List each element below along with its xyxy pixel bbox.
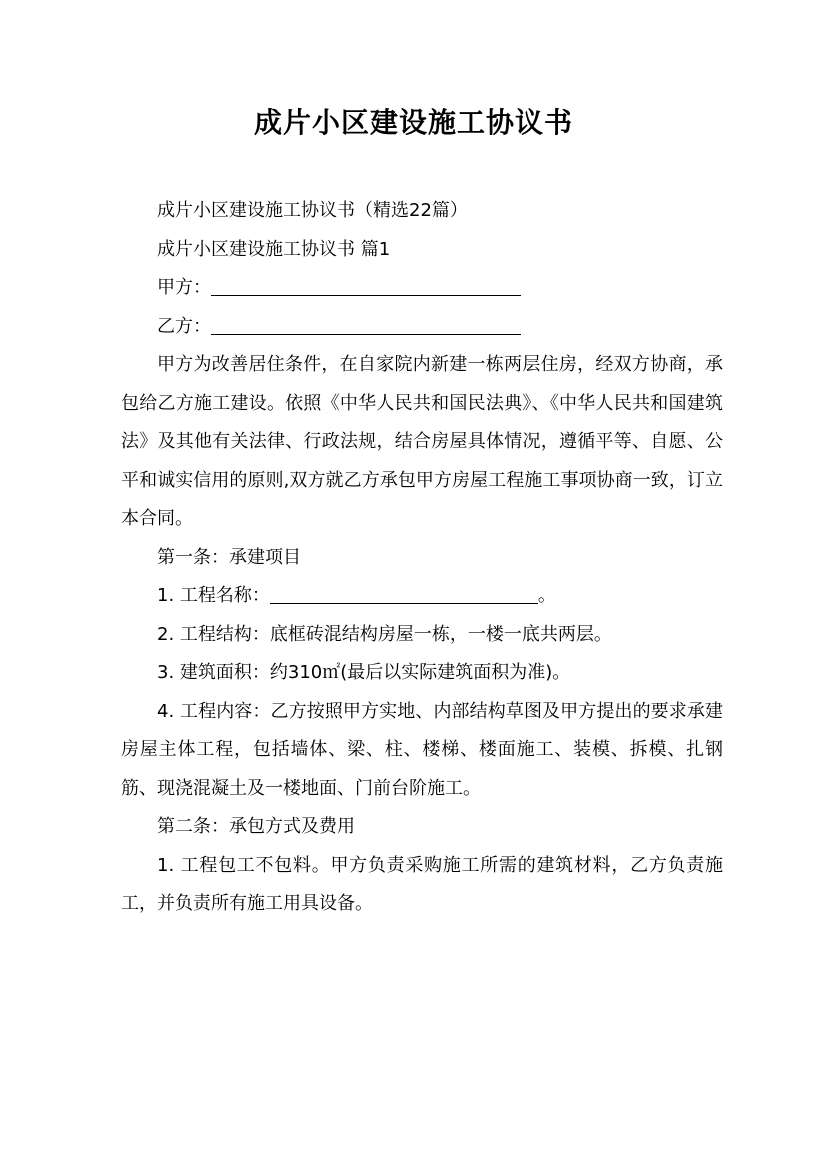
article-1-title: 第一条：承建项目 xyxy=(157,546,301,568)
item-content: 4. 工程内容：乙方按照甲方实地、内部结构草图及甲方提出的要求承建房屋主体工程，包括墙体、梁、柱、楼梯、楼面施工、装模、拆模、扎钢筋、现浇混凝土及一楼地面、门前台阶施工。 xyxy=(121,700,723,799)
party-a-blank xyxy=(211,277,521,296)
document-title: 成片小区建设施工协议书 xyxy=(253,106,573,139)
party-a-label: 甲方： xyxy=(157,277,211,298)
party-b-label: 乙方： xyxy=(157,315,211,337)
subtitle: 成片小区建设施工协议书（精选22篇） xyxy=(157,200,468,221)
project-name-blank xyxy=(270,585,538,604)
intro-paragraph: 甲方为改善居住条件，在自家院内新建一栋两层住房，经双方协商，承包给乙方施工建设。依照《中华人民共和国民法典》、《中华人民共和国建筑法》及其他有关法律、行政法规，结合房屋具体情况，遵循平等、自愿、公平和诚实信用的原则,双方就乙方承包甲方房屋工程施工事项协商一致，订立本合同。 xyxy=(121,354,723,529)
item-structure: 2. 工程结构：底框砖混结构房屋一栋，一楼一底共两层。 xyxy=(157,623,612,645)
document-body xyxy=(121,192,723,924)
article-2-title: 第二条：承包方式及费用 xyxy=(157,816,355,837)
party-b-blank xyxy=(211,316,521,335)
item-area: 3. 建筑面积：约310㎡(最后以实际建筑面积为准)。 xyxy=(157,662,571,683)
project-name-label: 1. 工程名称： xyxy=(157,585,270,606)
project-name-suffix: 。 xyxy=(537,585,556,606)
party-a-line xyxy=(121,269,723,308)
party-b-line xyxy=(121,308,723,347)
chapter-heading: 成片小区建设施工协议书 篇1 xyxy=(157,238,391,260)
item-project-name xyxy=(121,577,723,616)
item-contract-method: 1. 工程包工不包料。甲方负责采购施工所需的建筑材料，乙方负责施工，并负责所有施工用具设备。 xyxy=(121,854,723,914)
